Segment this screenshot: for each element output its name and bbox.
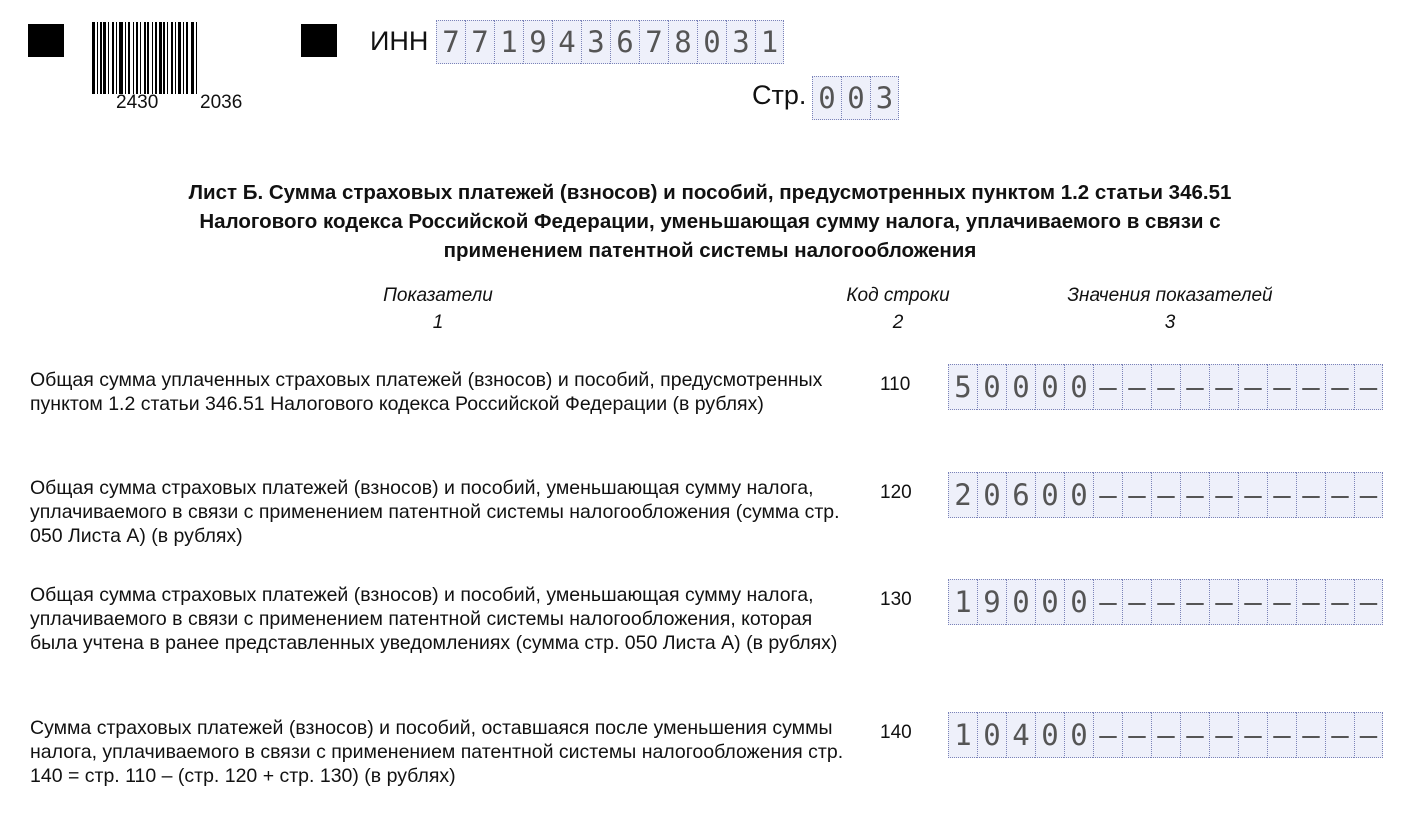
row-130-value-cell: – — [1151, 579, 1180, 625]
row-120-value-cells — [948, 472, 1383, 518]
row-130-value-cell: 1 — [948, 579, 977, 625]
barcode-bar — [112, 22, 114, 94]
column-header-label: Значения показателей — [1067, 285, 1273, 306]
column-header-label: Код строки — [846, 285, 950, 306]
row-130-value-cell: 9 — [977, 579, 1006, 625]
barcode-number-left: 2430 — [116, 92, 159, 113]
row-120-value-cell: – — [1238, 472, 1267, 518]
row-110-value-cell: – — [1093, 364, 1122, 410]
row-110-value-cell: – — [1180, 364, 1209, 410]
row-140-value-cell: – — [1238, 712, 1267, 758]
row-140-label: Сумма страховых платежей (взносов) и пособий, оставшаяся после уменьшения суммы налога, уплачиваемого в связи с применением патентной системы налогообложения стр. 140 = стр. 110 – (стр. 120 + стр. 130) (в рублях) — [30, 717, 844, 787]
barcode — [92, 22, 266, 94]
row-140-value-cell: – — [1122, 712, 1151, 758]
row-140-value-cell: 0 — [977, 712, 1006, 758]
barcode-bar — [152, 22, 153, 94]
row-130-value-cells — [948, 579, 1383, 625]
column-header-label: Показатели — [383, 285, 493, 306]
inn-digit-cell: 3 — [581, 20, 610, 64]
page-digit-cell: 0 — [812, 76, 841, 120]
row-120-value-cell: – — [1267, 472, 1296, 518]
barcode-bar — [92, 22, 95, 94]
inn-label: ИНН — [370, 26, 429, 56]
row-140-value-cell: 0 — [1035, 712, 1064, 758]
column-header-values — [1020, 282, 1320, 336]
row-120-value-cell: – — [1354, 472, 1383, 518]
row-130-value-cell: – — [1354, 579, 1383, 625]
column-header-indicators — [288, 282, 588, 336]
row-130-value-cell: – — [1122, 579, 1151, 625]
row-140-value-cell: – — [1180, 712, 1209, 758]
barcode-bar — [97, 22, 98, 94]
inn-digit-cell: 7 — [465, 20, 494, 64]
inn-digit-cell: 1 — [494, 20, 523, 64]
inn-digit-cell: 9 — [523, 20, 552, 64]
row-140-value-cell: 0 — [1064, 712, 1093, 758]
row-130-label: Общая сумма страховых платежей (взносов) и пособий, уменьшающая сумму налога, уплачиваемого в связи с применением патентной системы налогообложения, которая была учтена в ранее представленных уведомлениях (сумма стр. 050 Листа А) (в рублях) — [30, 584, 838, 654]
barcode-bar — [183, 22, 184, 94]
row-110-label: Общая сумма уплаченных страховых платежей (взносов) и пособий, предусмотренных пунктом 1.2 статьи 346.51 Налогового кодекса Российской Федерации (в рублях) — [30, 369, 823, 415]
inn-digit-cell: 0 — [697, 20, 726, 64]
column-header-number: 3 — [1164, 312, 1176, 333]
row-120-value-cell: 6 — [1006, 472, 1035, 518]
column-header-number: 2 — [892, 312, 904, 333]
row-140-value-cells — [948, 712, 1383, 758]
row-110-value-cells — [948, 364, 1383, 410]
barcode-bar — [196, 22, 197, 94]
row-110-code: 110 — [880, 374, 911, 395]
alignment-marker-left — [28, 24, 64, 57]
barcode-bar — [163, 22, 165, 94]
barcode-bar — [100, 22, 102, 94]
row-110-value-cell: – — [1325, 364, 1354, 410]
page-label: Стр. — [752, 80, 807, 110]
row-110-value-cell: – — [1238, 364, 1267, 410]
column-header-line-code — [798, 282, 998, 336]
row-130-value-cell: – — [1325, 579, 1354, 625]
barcode-bar — [128, 22, 130, 94]
row-140-code: 140 — [880, 722, 912, 743]
sheet-title-line-2: Налогового кодекса Российской Федерации, уменьшающая сумму налога, уплачиваемого в связи с — [199, 210, 1221, 233]
row-120-value-cell: – — [1122, 472, 1151, 518]
row-110-value-cell: – — [1151, 364, 1180, 410]
row-140-value-cell: 4 — [1006, 712, 1035, 758]
barcode-bar — [136, 22, 138, 94]
inn-digit-cell: 3 — [726, 20, 755, 64]
row-140-value-cell: – — [1209, 712, 1238, 758]
barcode-bar — [159, 22, 162, 94]
row-130-value-cell: 0 — [1006, 579, 1035, 625]
barcode-number-right: 2036 — [200, 92, 243, 113]
row-130-code: 130 — [880, 589, 912, 610]
row-110-value-cell: – — [1122, 364, 1151, 410]
row-130-value-cell: – — [1180, 579, 1209, 625]
barcode-bar — [125, 22, 126, 94]
row-110-value-cell: – — [1267, 364, 1296, 410]
row-130-value-cell: – — [1296, 579, 1325, 625]
row-110-value-cell: 0 — [1006, 364, 1035, 410]
barcode-bar — [116, 22, 117, 94]
row-140-value-cell: – — [1354, 712, 1383, 758]
row-130-value-cell: – — [1209, 579, 1238, 625]
row-120-value-cell: – — [1151, 472, 1180, 518]
row-120-value-cell: – — [1296, 472, 1325, 518]
row-130-value-cell: 0 — [1035, 579, 1064, 625]
row-140-value-cell: – — [1325, 712, 1354, 758]
column-header-number: 1 — [432, 312, 444, 333]
barcode-bar — [147, 22, 149, 94]
row-110-value-cell: 0 — [1064, 364, 1093, 410]
row-120-value-cell: 0 — [1035, 472, 1064, 518]
barcode-bar — [171, 22, 173, 94]
page-number-cells — [812, 76, 899, 120]
page-digit-cell: 3 — [870, 76, 899, 120]
inn-digit-cell: 1 — [755, 20, 784, 64]
sheet-title-line-1: Лист Б. Сумма страховых платежей (взносов) и пособий, предусмотренных пунктом 1.2 статьи 346.51 — [188, 181, 1232, 204]
row-120-value-cell: – — [1325, 472, 1354, 518]
row-140-value-cell: 1 — [948, 712, 977, 758]
row-130-value-cell: – — [1267, 579, 1296, 625]
alignment-marker-right — [301, 24, 337, 57]
row-120-label: Общая сумма страховых платежей (взносов) и пособий, уменьшающая сумму налога, уплачиваемого в связи с применением патентной системы налогообложения (сумма стр. 050 Листа А) (в рублях) — [30, 477, 840, 547]
inn-digit-cell: 7 — [639, 20, 668, 64]
row-110-value-cell: – — [1296, 364, 1325, 410]
row-140-value-cell: – — [1267, 712, 1296, 758]
inn-cells — [436, 20, 784, 64]
row-130-value-cell: – — [1093, 579, 1122, 625]
row-120-value-cell: – — [1209, 472, 1238, 518]
inn-digit-cell: 7 — [436, 20, 465, 64]
sheet-title — [60, 178, 1360, 265]
inn-digit-cell: 8 — [668, 20, 697, 64]
barcode-bar — [178, 22, 181, 94]
barcode-bar — [167, 22, 168, 94]
row-120-value-cell: 2 — [948, 472, 977, 518]
barcode-bar — [144, 22, 146, 94]
barcode-bar — [191, 22, 194, 94]
barcode-bar — [133, 22, 134, 94]
inn-digit-cell: 4 — [552, 20, 581, 64]
row-120-value-cell: 0 — [1064, 472, 1093, 518]
row-120-value-cell: – — [1180, 472, 1209, 518]
row-110-value-cell: – — [1209, 364, 1238, 410]
row-120-code: 120 — [880, 482, 912, 503]
row-140-value-cell: – — [1296, 712, 1325, 758]
barcode-bar — [140, 22, 141, 94]
row-110-value-cell: 0 — [1035, 364, 1064, 410]
row-130-value-cell: 0 — [1064, 579, 1093, 625]
sheet-title-line-3: применением патентной системы налогообложения — [443, 239, 977, 262]
barcode-bar — [119, 22, 123, 94]
row-110-value-cell: 5 — [948, 364, 977, 410]
inn-digit-cell: 6 — [610, 20, 639, 64]
row-110-value-cell: – — [1354, 364, 1383, 410]
row-110-value-cell: 0 — [977, 364, 1006, 410]
row-120-value-cell: – — [1093, 472, 1122, 518]
barcode-bar — [155, 22, 157, 94]
row-140-value-cell: – — [1151, 712, 1180, 758]
barcode-bar — [186, 22, 188, 94]
barcode-bar — [175, 22, 176, 94]
barcode-bar — [108, 22, 109, 94]
row-120-value-cell: 0 — [977, 472, 1006, 518]
barcode-bar — [103, 22, 106, 94]
row-130-value-cell: – — [1238, 579, 1267, 625]
page-digit-cell: 0 — [841, 76, 870, 120]
row-140-value-cell: – — [1093, 712, 1122, 758]
